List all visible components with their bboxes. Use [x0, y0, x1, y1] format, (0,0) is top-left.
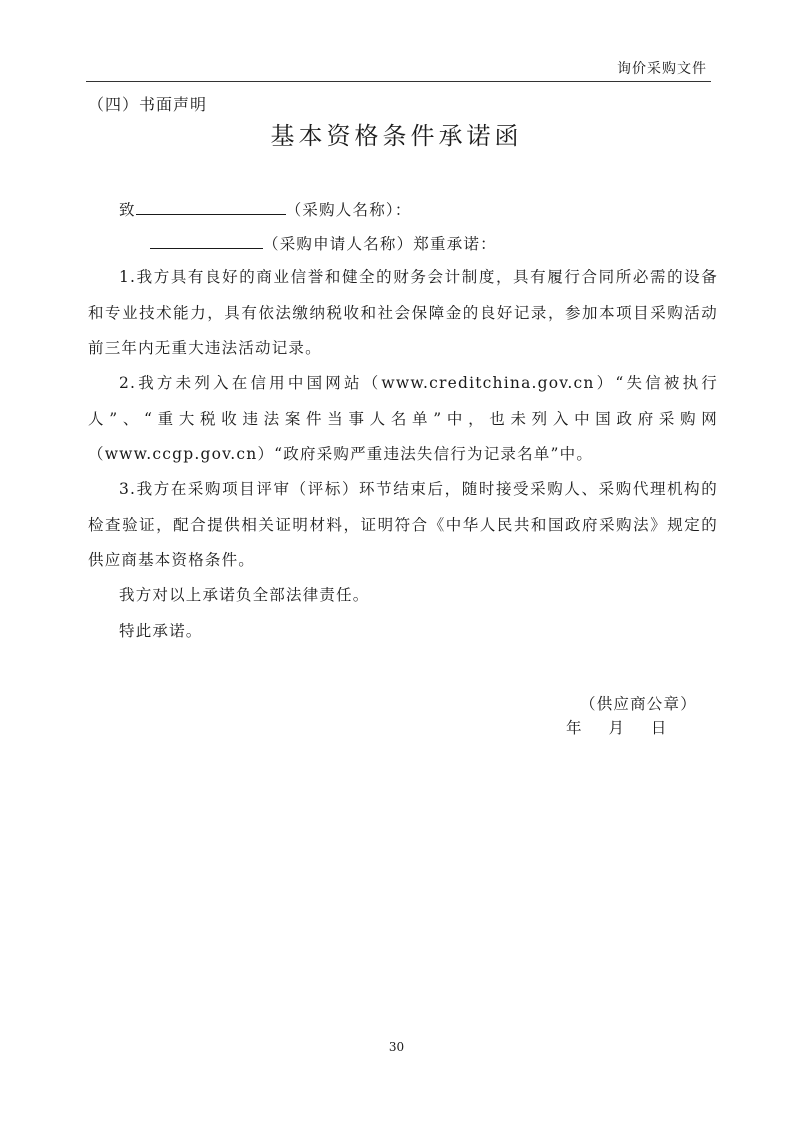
- addressee-line: [119, 198, 412, 220]
- addressee-prefix: 致: [119, 201, 136, 219]
- signature-date: [566, 716, 666, 738]
- applicant-line: [150, 232, 497, 254]
- commitment-paragraph-1: 1.我方具有良好的商业信誉和健全的财务会计制度，具有履行合同所必需的设备和专业技术能力，具有依法缴纳税收和社会保障金的良好记录，参加本项目采购活动前三年内无重大违法活动记录。: [88, 268, 718, 357]
- commitment-paragraph-2: 2.我方未列入在信用中国网站（www.creditchina.gov.cn）“失信被执行人”、“重大税收违法案件当事人名单”中，也未列入中国政府采购网（www.ccgp.gov.cn）“政府采购严重违法失信行为记录名单”中。: [88, 374, 718, 463]
- document-header-label: 询价采购文件: [617, 61, 707, 77]
- applicant-suffix: （采购申请人名称）郑重承诺：: [263, 235, 497, 253]
- header-divider: [86, 81, 711, 82]
- applicant-name-blank[interactable]: [150, 234, 263, 249]
- section-label: （四）书面声明: [88, 95, 208, 114]
- liability-statement: 我方对以上承诺负全部法律责任。: [119, 586, 370, 604]
- page-number: 30: [388, 1040, 405, 1054]
- date-year-label: 年: [566, 719, 582, 737]
- addressee-suffix: （采购人名称）：: [285, 201, 412, 219]
- date-day-label: 日: [650, 719, 667, 737]
- purchaser-name-blank[interactable]: [136, 200, 286, 215]
- document-title: 基本资格条件承诺函: [270, 122, 523, 150]
- supplier-seal-label: （供应商公章）: [580, 695, 697, 713]
- date-month-label: 月: [608, 719, 624, 737]
- closing-statement: 特此承诺。: [119, 622, 203, 640]
- commitment-paragraph-3: 3.我方在采购项目评审（评标）环节结束后，随时接受采购人、采购代理机构的检查验证，配合提供相关证明材料，证明符合《中华人民共和国政府采购法》规定的供应商基本资格条件。: [88, 480, 718, 569]
